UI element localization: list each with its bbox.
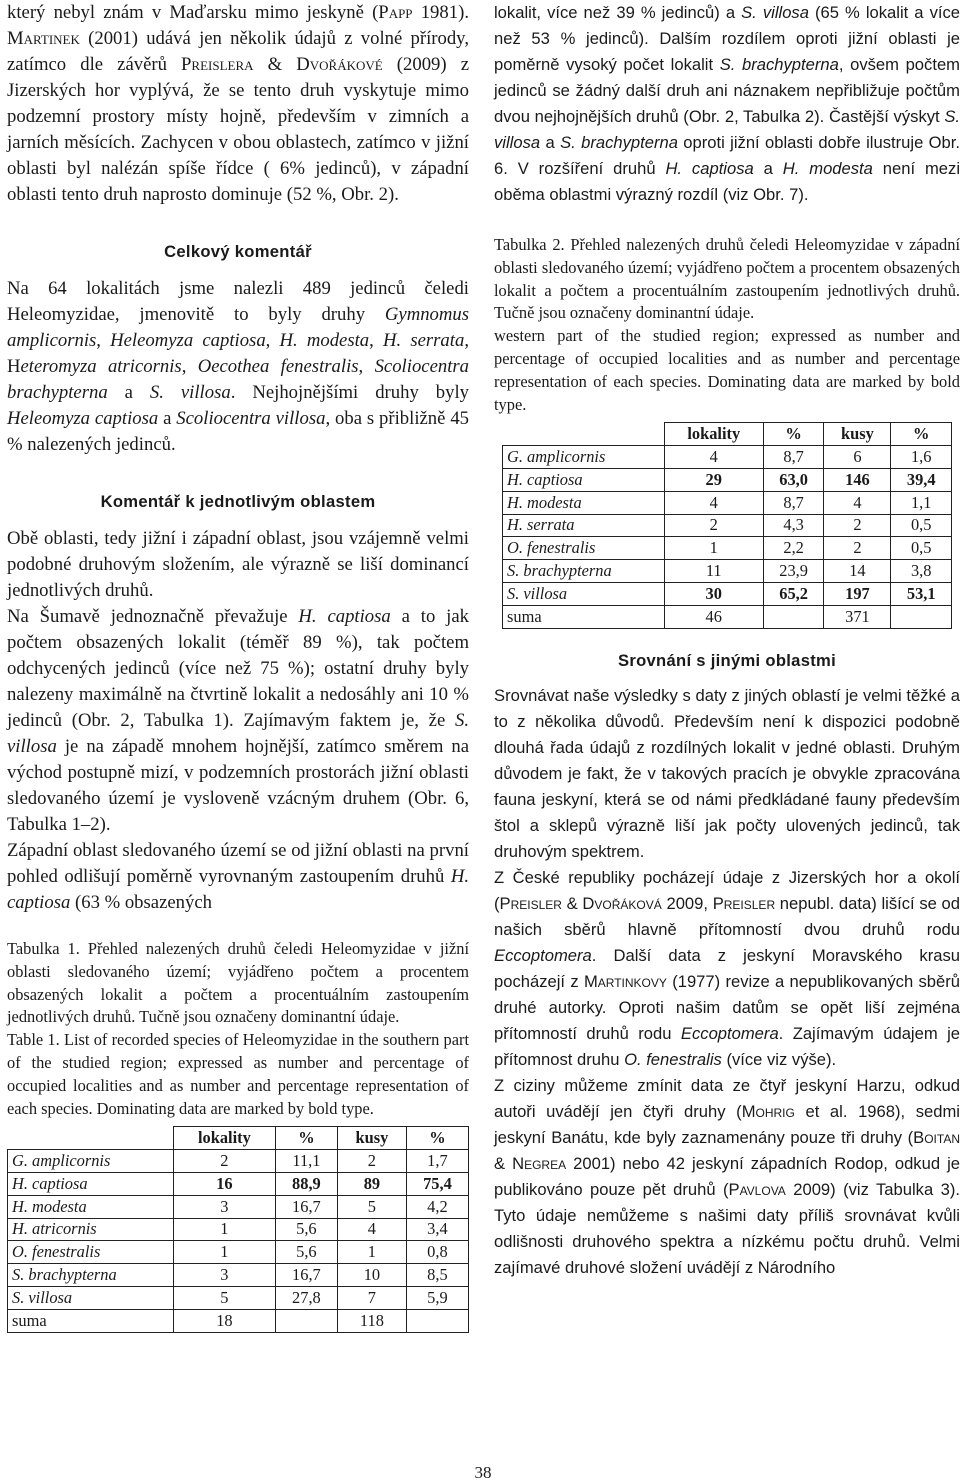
- value-cell: 4: [824, 491, 891, 514]
- table-row: [8, 1286, 469, 1309]
- value-cell: 7: [337, 1286, 406, 1309]
- value-cell: 4,2: [406, 1195, 468, 1218]
- section-heading: Komentář k jednotlivým oblastem: [100, 492, 376, 511]
- author-name: Dvořáková: [582, 893, 662, 913]
- species-cell: H. atricornis: [8, 1218, 174, 1241]
- species-name: H. captiosa: [298, 606, 391, 627]
- table-row: [503, 537, 952, 560]
- value-cell: 11: [664, 560, 763, 583]
- value-cell: 29: [664, 468, 763, 491]
- sum-cell: 118: [337, 1309, 406, 1332]
- sum-label: suma: [503, 605, 665, 628]
- value-cell: 0,5: [891, 537, 952, 560]
- species-cell: S. villosa: [8, 1286, 174, 1309]
- page-number: 38: [474, 1463, 492, 1482]
- value-cell: 1: [664, 537, 763, 560]
- paragraph: Z ciziny můžeme zmínit data ze čtyř jeskyní Harzu, odkud autoři uvádějí jen čtyři druhy (Mohrig et al. 1968), sedmi jeskyní Banátu, kde byly zaznamenány pouze tři druhy (Boitan & Negrea 2001) nebo 42 jeskyní západních Rodop, odkud je publikováno pouze pět druhů (Pavlova 2009) (viz Tabulka 3). Tyto údaje nemůžeme s našimi daty příliš srovnávat kvůli odlišnosti druhového spektra a nízkému počtu druhů. Velmi zajímavé druhové složení uvádějí z Národního: [494, 1075, 960, 1277]
- species-name: H. captiosa: [665, 159, 754, 178]
- table-header-row: [503, 423, 952, 446]
- value-cell: 4: [337, 1218, 406, 1241]
- column-header: kusy: [337, 1127, 406, 1150]
- value-cell: 16: [173, 1172, 275, 1195]
- species-name: Oecothea fenestralis: [197, 356, 359, 377]
- table-row: [503, 560, 952, 583]
- value-cell: 1,1: [891, 491, 952, 514]
- column-header: kusy: [824, 423, 891, 446]
- species-cell: H. modesta: [503, 491, 665, 514]
- value-cell: 5: [337, 1195, 406, 1218]
- species-cell: H. serrata: [503, 514, 665, 537]
- species-cell: S. villosa: [503, 582, 665, 605]
- column-header: %: [763, 423, 824, 446]
- value-cell: 5,6: [275, 1218, 337, 1241]
- table-header-row: [8, 1127, 469, 1150]
- value-cell: 2: [824, 514, 891, 537]
- section-heading: Srovnání s jinými oblastmi: [617, 650, 837, 670]
- left-column: [7, 0, 469, 1333]
- sum-cell: [763, 605, 824, 628]
- value-cell: 1: [173, 1218, 275, 1241]
- value-cell: 2: [664, 514, 763, 537]
- value-cell: 65,2: [763, 582, 824, 605]
- species-name: Eccoptomera: [680, 1023, 779, 1043]
- author-name: Pavlova: [728, 1179, 786, 1199]
- value-cell: 4: [664, 491, 763, 514]
- species-name: S. brachypterna: [560, 133, 678, 152]
- value-cell: 3,8: [891, 560, 952, 583]
- value-cell: 4,3: [763, 514, 824, 537]
- table-sum-row: [503, 605, 952, 628]
- value-cell: 2: [337, 1150, 406, 1173]
- value-cell: 88,9: [275, 1172, 337, 1195]
- table-caption-cz: Tabulka 1. Přehled nalezených druhů čeledi Heleomyzidae v jižní oblasti sledovaného území; vyjádřeno počtem a procentem obsazených lokalit a počtem a procentuálním zastoupením jednotlivých druhů. Tučně jsou označeny dominantní údaje.: [7, 939, 469, 1027]
- species-cell: H. captiosa: [503, 468, 665, 491]
- value-cell: 16,7: [275, 1264, 337, 1287]
- value-cell: 2: [824, 537, 891, 560]
- author-name: Preislera: [181, 54, 254, 75]
- value-cell: 5,6: [275, 1241, 337, 1264]
- sum-cell: 46: [664, 605, 763, 628]
- paragraph: Obě oblasti, tedy jižní i západní oblast, jsou vzájemně velmi podobné druhovým složením, ale výrazně se liší dominancí jednotlivých druhů.: [7, 528, 469, 601]
- value-cell: 197: [824, 582, 891, 605]
- value-cell: 3: [173, 1195, 275, 1218]
- value-cell: 30: [664, 582, 763, 605]
- table-corner: [8, 1127, 174, 1150]
- value-cell: 10: [337, 1264, 406, 1287]
- value-cell: 63,0: [763, 468, 824, 491]
- species-name: S. brachypterna: [719, 55, 839, 74]
- sum-cell: [891, 605, 952, 628]
- species-name: S. villosa: [149, 382, 231, 403]
- value-cell: 2: [173, 1150, 275, 1173]
- species-name: O. fenestralis: [624, 1049, 722, 1069]
- value-cell: 1,7: [406, 1150, 468, 1173]
- species-name: H. captiosa: [7, 866, 469, 913]
- species-name: Heleomyza captiosa: [7, 408, 159, 429]
- species-name: S. villosa: [7, 710, 469, 757]
- paragraph: Srovnávat naše výsledky s daty z jiných oblastí je velmi těžké a to z několika důvodů. Především není k dispozici podobně dlouhá řada údajů z rozdílných lokalit v jedné oblasti. Druhým důvodem je fakt, že v takových pracích je obvykle zpracována fauna jeskyní, která se od námi předkládané fauny především štol a sklepů výrazně liší jak počty ulovených jedinců, tak druhovým spektrem.: [494, 685, 960, 861]
- species-name: H. modesta: [782, 159, 873, 178]
- species-name: Eccoptomera: [494, 945, 592, 965]
- paragraph: Na 64 lokalitách jsme nalezli 489 jedinců čeledi Heleomyzidae, jmenovitě to byly druhy Gymnomus amplicornis, Heleomyza captiosa, H. modesta, H. serrata, Heteromyza atricornis, Oecothea fenestralis, Scoliocentra brachypterna a S. villosa. Nejhojnějšími druhy byly Heleomyza captiosa a Scoliocentra villosa, oba s přibližně 45 % nalezených jedinců.: [7, 278, 470, 455]
- table-row: [8, 1264, 469, 1287]
- column-header: %: [406, 1127, 468, 1150]
- paragraph: Na Šumavě jednoznačně převažuje H. captiosa a to jak počtem obsazených lokalit (téměř 89 %), tak počtem odchycených jedinců (více než 75 %); ostatní druhy byly nalezeny maximálně na čtvrtině lokalit a nedosáhly ani 10 % jedinců (Obr. 2, Tabulka 1). Zajímavým faktem je, že S. villosa je na západě mnohem hojnější, zatímco směrem na východ postupně mizí, v podzemních prostorách jižní oblasti sledovaného území je vysloveně vzácným druhem (Obr. 6, Tabulka 1–2).: [7, 606, 469, 835]
- species-cell: H. captiosa: [8, 1172, 174, 1195]
- value-cell: 75,4: [406, 1172, 468, 1195]
- data-table: [502, 422, 952, 628]
- species-cell: S. brachypterna: [8, 1264, 174, 1287]
- column-header: lokality: [173, 1127, 275, 1150]
- author-name: Mohrig: [741, 1101, 795, 1121]
- value-cell: 16,7: [275, 1195, 337, 1218]
- value-cell: 3: [173, 1264, 275, 1287]
- value-cell: 146: [824, 468, 891, 491]
- value-cell: 23,9: [763, 560, 824, 583]
- table-row: [503, 468, 952, 491]
- value-cell: 14: [824, 560, 891, 583]
- value-cell: 2,2: [763, 537, 824, 560]
- table-row: [503, 491, 952, 514]
- author-name: Preisler: [712, 893, 776, 913]
- value-cell: 5: [173, 1286, 275, 1309]
- value-cell: 27,8: [275, 1286, 337, 1309]
- table-row: [8, 1218, 469, 1241]
- value-cell: 8,7: [763, 491, 824, 514]
- table-row: [503, 446, 952, 469]
- column-header: lokality: [664, 423, 763, 446]
- value-cell: 0,8: [406, 1241, 468, 1264]
- species-name: H. modesta: [279, 330, 370, 351]
- species-name: Gymnomus amplicornis: [7, 304, 469, 351]
- table-row: [8, 1241, 469, 1264]
- value-cell: 5,9: [406, 1286, 468, 1309]
- paragraph: lokalit, více než 39 % jedinců) a S. villosa (65 % lokalit a více než 53 % jedinců). Dalším rozdílem oproti jižní oblasti je poměrně vysoký počet lokalit S. brachypterna, ovšem počtem jedinců se žádný další druh ani náznakem nepřibližuje počtům dvou nejhojnějších druhů (Obr. 2, Tabulka 2). Častější výskyt S. villosa a S. brachypterna oproti jižní oblasti dobře ilustruje Obr. 6. V rozšíření druhů H. captiosa a H. modesta není mezi oběma oblastmi výrazný rozdíl (viz Obr. 7).: [494, 3, 960, 204]
- table-row: [503, 582, 952, 605]
- sum-cell: 18: [173, 1309, 275, 1332]
- value-cell: 3,4: [406, 1218, 468, 1241]
- table-caption-en: Table 1. List of recorded species of Heleomyzidae in the southern part of the studied region; expressed as number and percentage of occupied localities and as number and percentage representation of each species. Dominating data are marked by bold type.: [7, 1030, 469, 1118]
- species-cell: H. modesta: [8, 1195, 174, 1218]
- paragraph: Z České republiky pocházejí údaje z Jizerských hor a okolí (Preisler & Dvořáková 2009, Preisler nepubl. data) lišící se od našich sběrů hlavně přítomností dvou druhů rodu Eccoptomera. Další data z jeskyní Moravského krasu pocházejí z Martinkovy (1977) revize a nepublikovaných sběrů druhé autorky. Oproti našim datům se opět liší zejména přítomností druhů rodu Eccoptomera. Zajímavým údajem je přítomnost druhu O. fenestralis (více viz výše).: [494, 867, 960, 1069]
- author-name: Martinkovy: [583, 971, 667, 991]
- table-row: [8, 1172, 469, 1195]
- value-cell: 39,4: [891, 468, 952, 491]
- table-row: [503, 514, 952, 537]
- sum-cell: [275, 1309, 337, 1332]
- value-cell: 11,1: [275, 1150, 337, 1173]
- value-cell: 1: [337, 1241, 406, 1264]
- species-cell: O. fenestralis: [8, 1241, 174, 1264]
- species-name: Scoliocentra brachypterna: [7, 356, 470, 403]
- table-caption-cz: Tabulka 2. Přehled nalezených druhů čeledi Heleomyzidae v západní oblasti sledovaného území; vyjádřeno počtem a procentem obsazených lokalit a počtem a procentuálním zastoupením jednotlivých druhů. Tučně jsou označeny dominantní údaje.: [494, 235, 960, 323]
- table-caption-en: western part of the studied region; expressed as number and percentage of occupied localities and as number and percentage representation of each species. Dominating data are marked by bold type.: [494, 326, 960, 414]
- author-name: Dvořákové: [296, 54, 383, 75]
- species-cell: G. amplicornis: [503, 446, 665, 469]
- species-name: S. villosa: [741, 3, 809, 22]
- table-corner: [503, 423, 665, 446]
- author-name: Preisler: [499, 893, 562, 913]
- value-cell: 89: [337, 1172, 406, 1195]
- paragraph: Západní oblast sledovaného území se od jižní oblasti na první pohled odlišují poměrně vyrovnaným zastoupením druhů H. captiosa (63 % obsazených: [7, 840, 469, 913]
- table-row: [8, 1150, 469, 1173]
- column-header: %: [891, 423, 952, 446]
- species-name: S. villosa: [494, 107, 960, 152]
- sum-cell: [406, 1309, 468, 1332]
- value-cell: 1,6: [891, 446, 952, 469]
- column-header: %: [275, 1127, 337, 1150]
- value-cell: 0,5: [891, 514, 952, 537]
- data-table: [7, 1126, 469, 1332]
- value-cell: 1: [173, 1241, 275, 1264]
- species-name: Scoliocentra villosa: [176, 408, 326, 429]
- author-name: Papp: [378, 2, 413, 23]
- value-cell: 53,1: [891, 582, 952, 605]
- section-heading: Celkový komentář: [164, 242, 312, 261]
- value-cell: 6: [824, 446, 891, 469]
- value-cell: 4: [664, 446, 763, 469]
- species-cell: G. amplicornis: [8, 1150, 174, 1173]
- author-name: Martinek: [7, 28, 80, 49]
- sum-cell: 371: [824, 605, 891, 628]
- species-cell: S. brachypterna: [503, 560, 665, 583]
- value-cell: 8,7: [763, 446, 824, 469]
- author-name: Boitan: [913, 1127, 960, 1147]
- right-column: [494, 0, 960, 1281]
- paragraph: který nebyl znám v Maďarsku mimo jeskyně (Papp 1981). Martinek (2001) udává jen několik údajů z volné přírody, zatímco dle závěrů Preislera & Dvořákové (2009) z Jizerských hor vyplývá, že se tento druh vyskytuje mimo podzemní prostory místy hojně, především v zimních a jarních měsících. Zachycen v obou oblastech, zatímco v jižní oblasti byl nalézán spíše řídce ( 6% jedinců), v západní oblasti tento druh naprosto dominuje (52 %, Obr. 2).: [7, 2, 469, 205]
- sum-label: suma: [8, 1309, 174, 1332]
- species-name: H. serrata: [382, 330, 465, 351]
- value-cell: 8,5: [406, 1264, 468, 1287]
- author-name: Negrea: [512, 1153, 567, 1173]
- species-name: eteromyza atricornis: [20, 356, 182, 377]
- species-name: Heleomyza captiosa: [110, 330, 266, 351]
- table-row: [8, 1195, 469, 1218]
- table-sum-row: [8, 1309, 469, 1332]
- species-cell: O. fenestralis: [503, 537, 665, 560]
